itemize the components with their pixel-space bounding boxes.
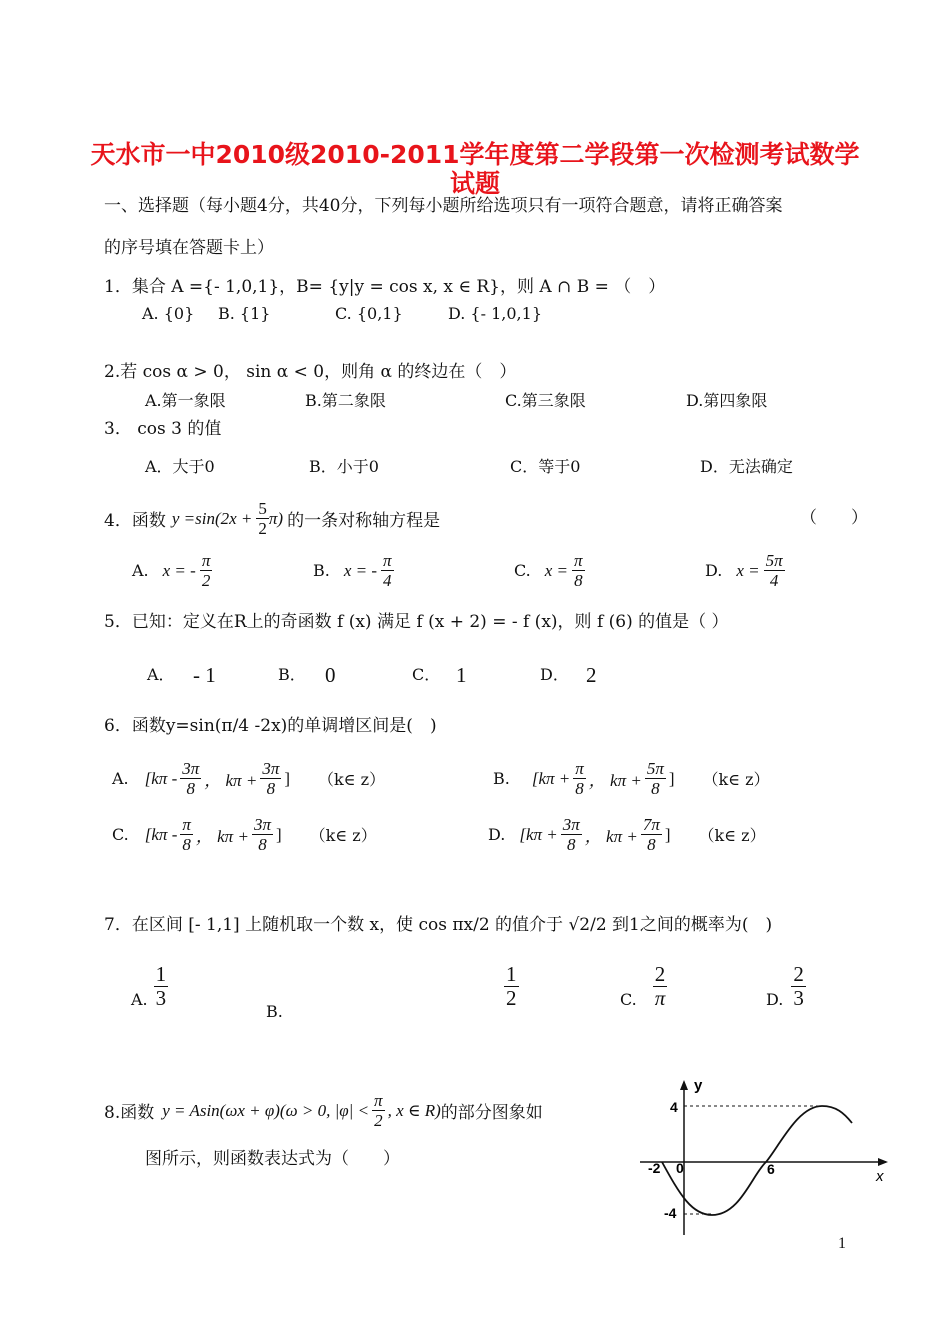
graph-label-neg4: -4 (664, 1205, 677, 1221)
q4-option-c-label: C. (514, 561, 531, 580)
q4-bracket: （ ） (800, 508, 868, 528)
q5-option-b-value: 0 (325, 663, 336, 687)
graph-label-neg2: -2 (648, 1160, 661, 1176)
q6-option-d: D. [kπ + $\frac{3\pi}{8}$ ， kπ + $\frac{7\pi}{8}$ ] （k∈ z） (488, 815, 766, 854)
q3-option-d: D．无法确定 (700, 457, 793, 476)
q6-option-c-suffix: （k∈ z） (309, 826, 377, 845)
q7-option-d-label: D. (766, 990, 784, 1009)
graph-label-0: 0 (676, 1160, 684, 1176)
page-number: 1 (838, 1235, 846, 1252)
graph-label-4: 4 (670, 1099, 678, 1115)
q2-option-d: D.第四象限 (686, 391, 768, 410)
q3-option-b: B．小于0 (309, 457, 379, 476)
q5-option-d-value: 2 (586, 663, 597, 687)
q6-option-c-label: C. (112, 825, 129, 844)
q4-option-d-label: D. (705, 561, 723, 580)
q7-option-c: C. $\frac{2}{\pi}$ (620, 962, 666, 1010)
q4-stem-suffix: 的一条对称轴方程是 (287, 511, 441, 531)
q6-option-a-label: A. (112, 769, 129, 788)
q8-stem-suffix: 的部分图象如 (440, 1103, 543, 1123)
sine-graph (640, 1075, 900, 1235)
q1-option-b: B. {1} (218, 304, 271, 323)
q7-option-c-label: C. (620, 990, 637, 1009)
q5-option-d-label: D． (540, 665, 569, 684)
q2-option-a: A.第一象限 (145, 391, 226, 410)
section-heading-line1: 一、选择题（每小题4分，共40分，下列每小题所给选项只有一项符合题意，请将正确答案 (104, 196, 783, 216)
q8-stem: 8.函数 y = Asin(ωx + φ)(ω > 0, |φ| < $\frac{\pi}{2}$ , x ∈ R) 的部分图象如 (104, 1091, 543, 1130)
q3-option-c: C．等于0 (510, 457, 581, 476)
q4-option-d: D. x = $\frac{5\pi}{4}$ (705, 551, 783, 590)
graph-label-6: 6 (767, 1161, 775, 1177)
q6-option-c: C. [kπ - $\frac{\pi}{8}$ ， kπ + $\frac{3\pi}{8}$ ] （k∈ z） (112, 815, 377, 854)
q7-option-a-label: A. (131, 990, 148, 1009)
q4-option-a-label: A. (132, 561, 149, 580)
q5-option-c-value: 1 (456, 663, 467, 687)
q5-option-a-value: - 1 (193, 663, 216, 687)
q4-option-a: A. x = - $\frac{\pi}{2}$ (132, 551, 211, 590)
q4-stem-prefix: 4．函数 (104, 511, 166, 531)
q6-option-d-suffix: （k∈ z） (698, 826, 766, 845)
exam-title-line1: 天水市一中2010级2010-2011学年度第二学段第一次检测考试数学 (90, 140, 860, 169)
q7-option-b-fraction: $\frac{1}{2}$ (506, 962, 517, 1010)
q7-option-a: A. $\frac{1}{3}$ (131, 962, 167, 1010)
q8-stem-line2: 图所示，则函数表达式为（ ） (145, 1149, 400, 1169)
q8-formula: y = Asin(ωx + φ)(ω > 0, |φ| < (162, 1100, 370, 1120)
q6-option-a-suffix: （k∈ z） (318, 770, 386, 789)
q5-option-c-label: C． (412, 665, 441, 684)
q2-option-c: C.第三象限 (505, 391, 586, 410)
q4-pi: π) (268, 508, 284, 528)
q1-option-d: D. {- 1,0,1} (448, 304, 542, 323)
q4-option-b: B. x = - $\frac{\pi}{4}$ (313, 551, 392, 590)
q6-option-b-label: B. (493, 769, 510, 788)
q4-stem (104, 500, 440, 537)
q4-fraction: $\frac{5}{2}$ (258, 499, 267, 538)
section-heading-line2: 的序号填在答题卡上） (104, 238, 274, 258)
q1-option-c: C. {0,1} (335, 304, 403, 323)
q4-option-c: C. x = $\frac{\pi}{8}$ (514, 551, 583, 590)
q6-option-b: B. [kπ + $\frac{\pi}{8}$ ， kπ + $\frac{5\pi}{8}$ ] （k∈ z） (493, 759, 770, 798)
graph-x-label: x (876, 1168, 884, 1185)
q7-option-b-label: B. (266, 1002, 283, 1021)
q7-stem: 7．在区间 [- 1,1] 上随机取一个数 x，使 cos πx/2 的值介于 √2/2 到1之间的概率为( ) (104, 915, 773, 935)
q8-stem-prefix: 8.函数 (104, 1103, 155, 1123)
q7-option-d: D. $\frac{2}{3}$ (766, 962, 804, 1010)
q4-function: y =sin(2x + (171, 508, 253, 528)
q6-option-a: A. [kπ - $\frac{3\pi}{8}$ ， kπ + $\frac{3\pi}{8}$ ] （k∈ z） (112, 759, 386, 798)
q4-option-b-label: B. (313, 561, 330, 580)
y-axis-arrow (680, 1080, 688, 1090)
q3-stem: 3． cos 3 的值 (104, 419, 222, 439)
q3-option-a: A．大于0 (145, 457, 215, 476)
sine-curve (662, 1106, 852, 1215)
q1-stem: 1．集合 A ={- 1,0,1}，B= {y|y = cos x, x ∈ R}，则 A ∩ B = （ ） (104, 277, 666, 297)
q6-option-b-suffix: （k∈ z） (702, 770, 770, 789)
q5-option-a-label: A． (147, 665, 175, 684)
q2-stem: 2.若 cos α > 0， sin α < 0，则角 α 的终边在（ ） (104, 362, 517, 382)
q5-option-b-label: B． (278, 665, 306, 684)
q6-stem: 6．函数y=sin(π/4 -2x)的单调增区间是( ) (104, 716, 437, 736)
q6-option-d-label: D. (488, 825, 506, 844)
exam-title-line2: 试题 (449, 169, 500, 198)
graph-y-label: y (694, 1077, 703, 1094)
q1-option-a: A. {0} (142, 304, 195, 323)
q5-stem: 5．已知：定义在R上的奇函数 f (x) 满足 f (x + 2) = - f (x)，则 f (6) 的值是（ ） (104, 612, 729, 632)
q2-option-b: B.第二象限 (305, 391, 386, 410)
x-axis-arrow (878, 1158, 888, 1166)
